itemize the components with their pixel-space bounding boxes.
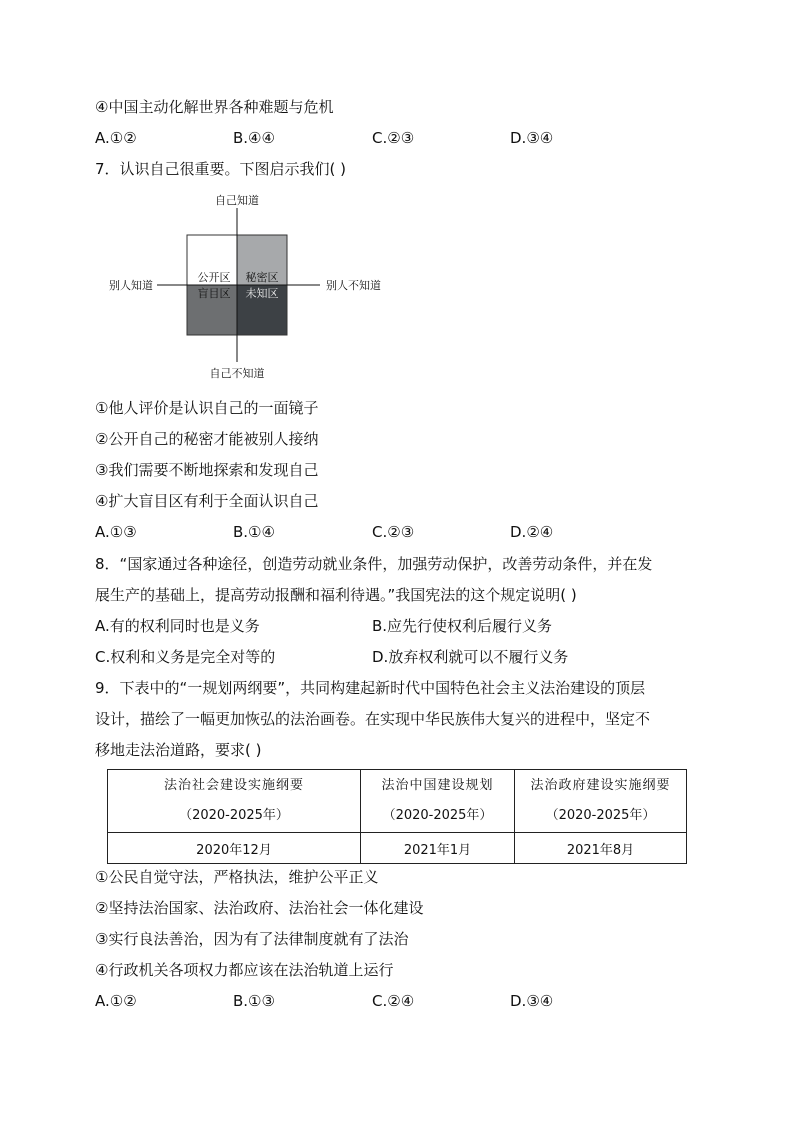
table-header-years: （2020-2025年） bbox=[545, 808, 656, 823]
q9-stem-line-3: 移地走法治道路，要求( ) bbox=[95, 741, 262, 759]
q8-option-b[interactable]: B.应先行使权利后履行义务 bbox=[372, 617, 553, 635]
q8-option-c[interactable]: C.权利和义务是完全对等的 bbox=[95, 648, 276, 666]
q7-option-a[interactable]: A.①③ bbox=[95, 523, 137, 541]
q9-item-4: ④行政机关各项权力都应该在法治轨道上运行 bbox=[95, 961, 394, 979]
q8-stem-line-2: 展生产的基础上，提高劳动报酬和福利待遇。”我国宪法的这个规定说明( ) bbox=[95, 586, 577, 604]
label-others-know: 别人知道 bbox=[109, 279, 153, 292]
label-self-knows: 自己知道 bbox=[215, 194, 259, 207]
q7-item-4: ④扩大盲目区有利于全面认识自己 bbox=[95, 492, 319, 510]
q9-stem-line-2: 设计，描绘了一幅更加恢弘的法治画卷。在实现中华民族伟大复兴的进程中，坚定不 bbox=[95, 710, 651, 728]
table-cell-date: 2021年1月 bbox=[361, 833, 515, 864]
q8-stem-line-1: 8．“国家通过各种途径，创造劳动就业条件，加强劳动保护，改善劳动条件，并在发 bbox=[95, 555, 653, 573]
q6-option-d[interactable]: D.③④ bbox=[510, 129, 554, 147]
q7-option-d[interactable]: D.②④ bbox=[510, 523, 554, 541]
label-open-area: 公开区 bbox=[197, 271, 231, 284]
q8-option-a[interactable]: A.有的权利同时也是义务 bbox=[95, 617, 260, 635]
q7-item-2: ②公开自己的秘密才能被别人接纳 bbox=[95, 430, 319, 448]
table-cell-date: 2020年12月 bbox=[108, 833, 361, 864]
table-header-years: （2020-2025年） bbox=[382, 808, 493, 823]
table-header-title: 法治社会建设实施纲要 bbox=[163, 778, 304, 793]
q6-option-b[interactable]: B.④④ bbox=[233, 129, 275, 147]
q9-option-a[interactable]: A.①② bbox=[95, 992, 137, 1010]
q8-option-d[interactable]: D.放弃权利就可以不履行义务 bbox=[372, 648, 569, 666]
johari-window-diagram bbox=[95, 190, 405, 385]
table-header-title: 法治中国建设规划 bbox=[381, 778, 494, 793]
table-header-title: 法治政府建设实施纲要 bbox=[530, 778, 671, 793]
q9-item-3: ③实行良法善治，因为有了法律制度就有了法治 bbox=[95, 930, 409, 948]
table-header-years: （2020-2025年） bbox=[179, 808, 289, 823]
q7-option-c[interactable]: C.②③ bbox=[372, 523, 415, 541]
table-cell-date: 2021年8月 bbox=[515, 833, 687, 864]
label-blind-area: 盲目区 bbox=[197, 287, 231, 300]
table-header-row bbox=[108, 770, 687, 833]
q9-option-b[interactable]: B.①③ bbox=[233, 992, 275, 1010]
q9-stem-line-1: 9．下表中的“一规划两纲要”，共同构建起新时代中国特色社会主义法治建设的顶层 bbox=[95, 679, 646, 697]
q7-item-3: ③我们需要不断地探索和发现自己 bbox=[95, 461, 319, 479]
table-header-cell bbox=[361, 770, 515, 833]
q7-item-1: ①他人评价是认识自己的一面镜子 bbox=[95, 399, 319, 417]
q9-item-2: ②坚持法治国家、法治政府、法治社会一体化建设 bbox=[95, 899, 424, 917]
q6-item-4: ④中国主动化解世界各种难题与危机 bbox=[95, 98, 334, 116]
label-others-not-know: 别人不知道 bbox=[326, 279, 381, 292]
table-row bbox=[108, 833, 687, 864]
label-self-not-knows: 自己不知道 bbox=[209, 367, 265, 380]
q9-item-1: ①公民自觉守法，严格执法，维护公平正义 bbox=[95, 868, 379, 886]
q9-option-c[interactable]: C.②④ bbox=[372, 992, 415, 1010]
label-unknown-area: 未知区 bbox=[245, 287, 279, 300]
q6-option-a[interactable]: A.①② bbox=[95, 129, 137, 147]
law-plans-table bbox=[107, 769, 687, 864]
q7-stem: 7．认识自己很重要。下图启示我们( ) bbox=[95, 160, 347, 178]
label-secret-area: 秘密区 bbox=[245, 271, 279, 284]
q7-option-b[interactable]: B.①④ bbox=[233, 523, 275, 541]
q9-option-d[interactable]: D.③④ bbox=[510, 992, 554, 1010]
q6-option-c[interactable]: C.②③ bbox=[372, 129, 415, 147]
table-header-cell bbox=[108, 770, 361, 833]
table-header-cell bbox=[515, 770, 687, 833]
